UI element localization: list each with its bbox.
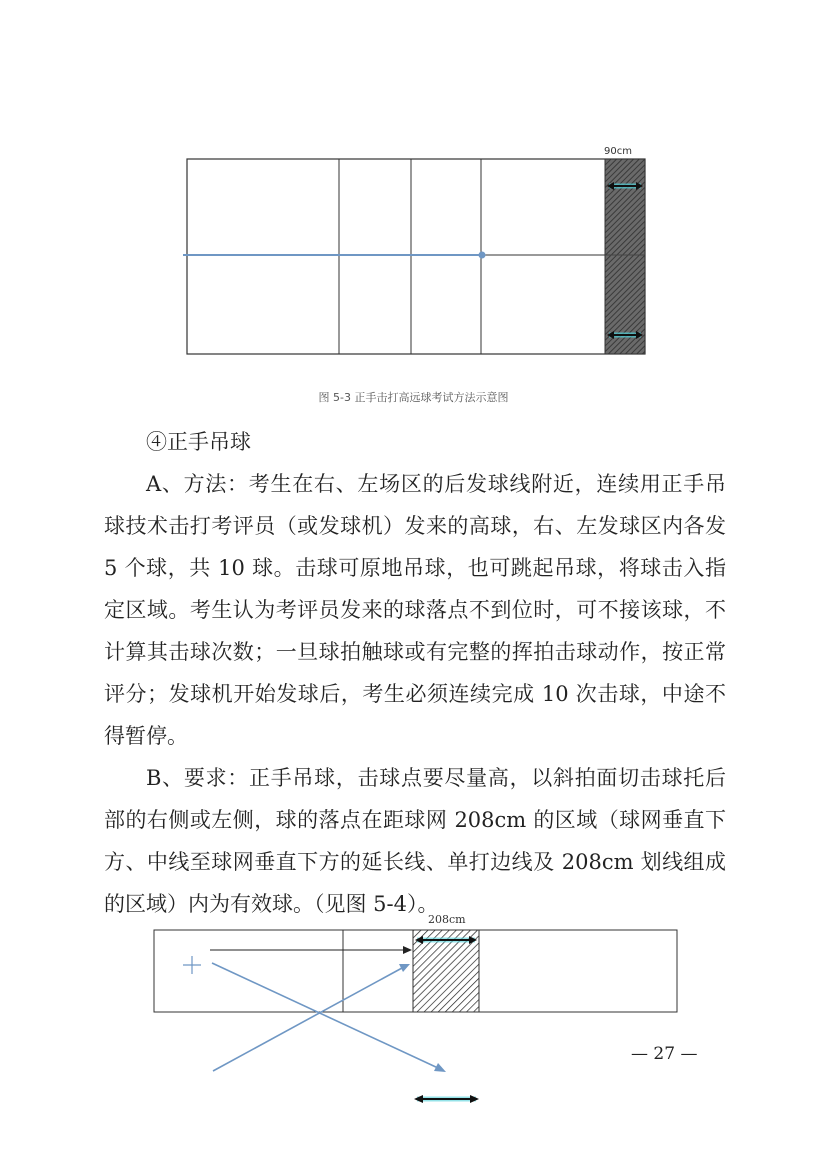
body-text xyxy=(104,463,726,925)
cross-trajectory-b xyxy=(213,964,410,1071)
shuttle-marker xyxy=(183,956,201,974)
bottom-width-arrow xyxy=(414,1095,479,1103)
section-heading: ④正手吊球 xyxy=(146,430,251,454)
figure-caption: 图 5-3 正手击打高远球考试方法示意图 xyxy=(318,391,509,404)
court-outline xyxy=(187,159,645,354)
zone-width-arrow xyxy=(415,936,477,944)
cross-trajectory-a xyxy=(212,963,446,1072)
width-label: 90cm xyxy=(604,146,632,157)
paragraph-method: A、方法：考生在右、左场区的后发球线附近，连续用正手吊球技术击打考评员（或发球机）发来的高球，右、左发球区内各发 5 个球，共 10 球。击球可原地吊球，也可跳起吊球，将球击入指定区域。考生认为考评员发来的球落点不到位时，可不接该球，不计算其击球次数；一旦球拍触球或有完整的挥拍击球动作，按正常评分；发球机开始发球后，考生必须连续完成 10 次击球，中途不得暂停。 xyxy=(104,472,726,748)
figure-5-3 xyxy=(0,0,827,400)
drop-zone xyxy=(413,930,479,1012)
page-number: — 27 — xyxy=(631,1044,698,1064)
drop-zone-label: 208cm xyxy=(428,913,466,926)
court-outline-bottom xyxy=(154,930,677,1012)
net-point xyxy=(479,252,486,259)
straight-arrow xyxy=(210,946,412,954)
paragraph-requirement: B、要求：正手吊球，击球点要尽量高，以斜拍面切击球托后部的右侧或左侧，球的落点在距球网 208cm 的区域（球网垂直下方、中线至球网垂直下方的延长线、单打边线及 208cm 划线组成的区域）内为有效球。（见图 5-4）。 xyxy=(104,766,726,916)
